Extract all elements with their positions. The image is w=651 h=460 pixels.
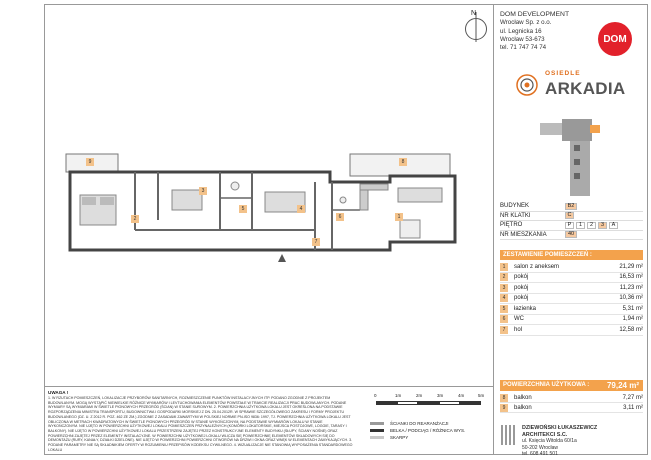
balcony-area: 7,27 m²: [622, 394, 643, 401]
rooms-list: [500, 262, 643, 336]
dom-logo: DOM: [598, 22, 632, 56]
room-number: 7: [500, 326, 508, 334]
company-name: DOM DEVELOPMENT: [500, 11, 570, 18]
notes-divider: [44, 386, 493, 387]
room-name: pokój: [514, 284, 529, 291]
stair-value: C: [565, 212, 574, 219]
list-item: [500, 283, 643, 294]
floor-3: 3: [598, 222, 607, 229]
legend-label: BELKA / PODCIĄG / RÓŻNICA WYS.: [390, 428, 466, 433]
company-line3: Wrocław 53-673: [500, 35, 545, 43]
rooms-header: ZESTAWIENIE POMIESZCZEŃ :: [500, 250, 643, 260]
total-area-header: [500, 380, 643, 391]
building-value: B2: [565, 203, 577, 210]
floor-row: [500, 221, 643, 231]
notes-text: 1. W RZUTACH POMIESZCZEŃ, LOKALIZACJE PRZYBORÓW SANITARNYCH, ROZMIESZCZENIE PUNKTÓW INSTALACYJNYCH ITP. PODANO ZGODNIE Z PROJEKTEM BUDOWLANYM. MOGĄ WYSTĄPIĆ NIEWIELKIE RÓŻNICE WYMIARÓW I LEVTUCHOWANIA ELEMENTÓW POWSTAŁE W TRAKCIE REALIZACJI PRAC BUDOWLANYCH. PODANE WYMIARY SĄ WYMIARAMI W ŚWIETLE PIONOWYCH PRZEGRÓD (ŚCIAN) W STANIE SUROWYM. 2. POWIERZCHNIA UŻYTKOWA LOKALU JEST OKREŚLONA NA PODSTAWIE ROZPORZĄDZENIA MINISTRA TRANSPORTU, BUDOWNICTWA I GOSPODARKI MORSKIEJ Z DN. 25.04.2012R. W SPRAWIE SZCZEGÓŁOWEGO ZAKRESU I FORMY PROJEKTU BUDOWLANEGO (DZ. U. Z 2012 R. POZ. 462 ZE ZM.) ZGODNIE Z ZASADAMI ZAWARTYMI W POLSKIEJ NORMIE PN-ISO 9836: 1997, TJ. POWIERZCHNIA UŻYTKOWA LOKALU JEST OBLICZONA W METRACH KWADRATOWYCH W ŚWIETLE PIONOWYCH PRZEGRÓD W STANIE WYKOŃCZONYM, NA PODSTAWIE WYMIARÓW LOKALU W STANIE WYKOŃCZONYM. NIE UJĘTO W POWIERZCHNI UŻYTKOWEJ LOKALU POMIESZCZEŃ PRZYNALEŻNYCH (KOMÓRKI LOKATORSKIE, MIEJSCA POSTOJOWE, LOGGIE, TARASY I BALKONY). NIE UJĘTO W POWIERZCHNI UŻYTKOWEJ LOKALU PRZESTRZENI ZAJĘTEJ PRZEZ KONSTRUKCYJNE ELEMENTY BUDYNKU (SŁUPY, ŚCIANY NOŚNE) ORAZ POWIERZCHNI ZAJĘTEJ PRZEZ ELEMENTY INSTALACYJNE. W POWIERZCHNI UŻYTKOWEJ LOKALU WLICZA SIĘ POWIERZCHNIĘ ELEMENTÓW SKŁADOWYCH SIĘ DO DEMONTAŻU (RURY, KANAŁY, DZIAŁKI DZIELONE). NIE UJĘTO W POWIERZCHNI POWIERZCHNI OTWORÓW NA DRZWI I OKNA ORAZ WNĘK W ELEMENTACH ZAMYKAJĄCYCH. 3. PODANE PARAMETRY NIE SĄ SKŁADNIKIEM OFERTY W ROZUMIENIU PRZEPISÓW KODEKSU CYWILNEGO. 4. WIZUALIZACJE NIE STANOWIĄ WYPOSAŻENIA STANDARDOWEGO LOKALU: [48, 396, 353, 452]
scale-tick: 3m: [437, 393, 444, 398]
building-row: [500, 202, 643, 212]
floor-label: PIĘTRO: [500, 222, 523, 229]
legend: [370, 420, 465, 441]
north-label: N: [471, 10, 477, 17]
architect-info: [522, 425, 597, 458]
plan-label-7: 7: [312, 238, 320, 246]
balcony-name: balkon: [514, 394, 532, 401]
list-item: [500, 315, 643, 326]
room-name: łazienka: [514, 305, 537, 312]
room-number: 1: [500, 263, 508, 271]
legend-item: [370, 427, 465, 434]
room-number: 4: [500, 294, 508, 302]
room-name: pokój: [514, 274, 529, 281]
apt-label: NR MIESZKANIA: [500, 231, 547, 238]
total-area-label: POWIERZCHNIA UŻYTKOWA :: [503, 382, 590, 388]
plan-label-1: 1: [395, 213, 403, 221]
scale-tick: 1m: [395, 393, 402, 398]
balcony-name: balkon: [514, 404, 532, 411]
room-area: 16,53 m²: [619, 274, 643, 281]
scale-segment: [418, 401, 439, 405]
plan-label-6: 6: [336, 213, 344, 221]
scale-segment: [397, 401, 418, 405]
architect-line2: ARCHITEKCI S.C.: [522, 431, 568, 438]
scale-tick: 2m: [416, 393, 423, 398]
stair-row: [500, 212, 643, 222]
room-area: 21,29 m²: [619, 263, 643, 270]
room-name: salon z aneksem: [514, 263, 560, 270]
room-area: 12,58 m²: [619, 326, 643, 333]
room-area: 11,23 m²: [619, 284, 643, 291]
legend-item: [370, 434, 465, 441]
room-area: 1,94 m²: [622, 316, 643, 323]
plan-label-2: 2: [131, 215, 139, 223]
building-label: BUDYNEK: [500, 203, 530, 210]
scale-bar: [372, 393, 490, 413]
plan-label-8: 8: [399, 158, 407, 166]
legend-swatch: [370, 436, 384, 439]
list-item: [500, 262, 643, 273]
room-number: 5: [500, 305, 508, 313]
room-area: 10,36 m²: [619, 295, 643, 302]
list-item: [500, 325, 643, 336]
room-number: 2: [500, 273, 508, 281]
balcony-area: 3,11 m²: [623, 404, 643, 411]
architect-logo-icon: [500, 423, 518, 447]
list-item: [500, 304, 643, 315]
total-area-value: 79,24 m²: [606, 381, 639, 390]
apartment-info: [500, 202, 643, 240]
room-name: pokój: [514, 295, 529, 302]
floor-a: A: [609, 222, 618, 229]
stair-label: NR KLATKI: [500, 212, 531, 219]
brand-small: OSIEDLE: [545, 70, 581, 77]
company-line1: Wrocław Sp. z o.o.: [500, 19, 552, 27]
scale-tick: 0: [374, 393, 377, 398]
floor-p: P: [565, 222, 574, 229]
plan-label-3: 3: [199, 187, 207, 195]
plan-label-5: 5: [239, 205, 247, 213]
scale-tick: 4m: [458, 393, 465, 398]
sheet-divider: [493, 4, 494, 455]
balcony-number: 9: [500, 404, 508, 412]
north-arrow: [464, 10, 488, 44]
floor-plan: [60, 150, 470, 270]
legend-label: SKARPY: [390, 435, 409, 440]
room-name: WC: [514, 316, 524, 323]
architect-line1: DZIEWOŃSKI ŁUKASZEWICZ: [522, 425, 598, 431]
brand-big: ARKADIA: [545, 79, 626, 98]
floor-2: 2: [587, 222, 596, 229]
list-item: [500, 393, 643, 403]
architect-line3: ul. Księcia Witolda 60/1a: [522, 438, 577, 444]
company-info: [500, 11, 569, 52]
company-line2: ul. Legnicka 16: [500, 27, 542, 35]
list-item: [500, 403, 643, 413]
balcony-list: [500, 393, 643, 413]
plan-label-4: 4: [297, 205, 305, 213]
list-item: [500, 273, 643, 284]
notes-title: UWAGA !: [48, 390, 69, 395]
room-area: 5,31 m²: [622, 305, 643, 312]
apt-value: 40: [565, 231, 577, 238]
list-item: [500, 294, 643, 305]
floor-1: 1: [576, 222, 585, 229]
arkadia-logo-icon: [516, 74, 538, 96]
legend-item: [370, 420, 465, 427]
company-phone: tel. 71 747 74 74: [500, 44, 547, 52]
architect-line4: 50-202 Wrocław: [522, 444, 559, 451]
legend-label: ŚCIANKI DO REARANŻACJI: [390, 421, 449, 426]
scale-segment: [439, 401, 460, 405]
scale-segment: [460, 401, 481, 405]
room-number: 3: [500, 284, 508, 292]
room-number: 6: [500, 315, 508, 323]
scale-tick: 5m: [478, 393, 485, 398]
scale-segment: [376, 401, 397, 405]
north-needle-icon: [475, 12, 477, 42]
building-key-plan: [530, 115, 620, 200]
plan-label-9: 9: [86, 158, 94, 166]
legend-swatch: [370, 429, 384, 432]
apt-row: [500, 231, 643, 241]
room-name: hol: [514, 326, 523, 333]
architect-line5: tel. 608 491 501: [522, 451, 558, 457]
balcony-number: 8: [500, 394, 508, 402]
legend-swatch: [370, 422, 384, 425]
